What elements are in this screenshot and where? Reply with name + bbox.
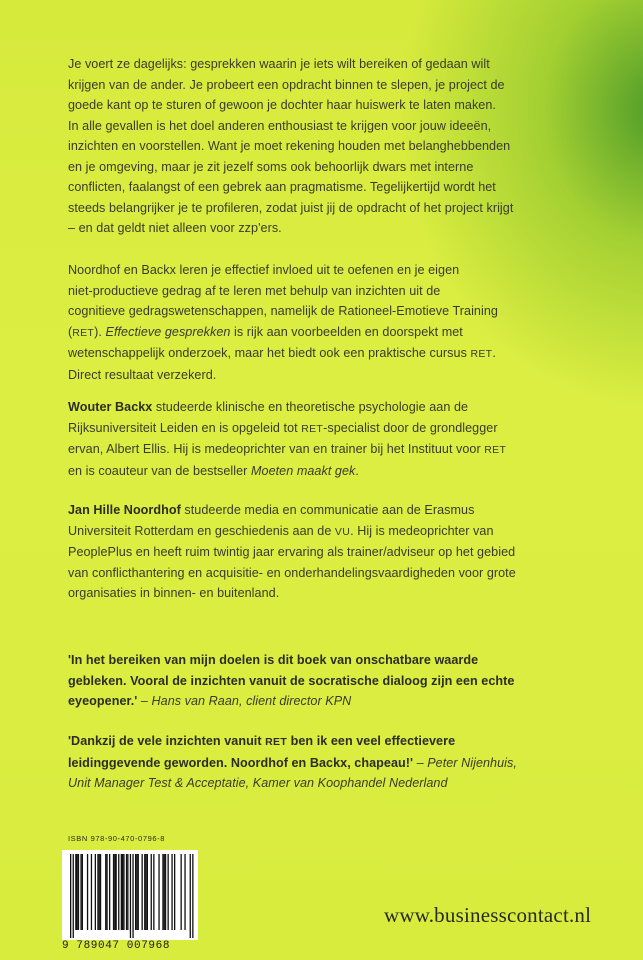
ret-abbreviation: RET <box>470 348 493 360</box>
ret-abbreviation: RET <box>301 422 324 435</box>
text-line: 'In het bereiken van mijn doelen is dit boek van onschatbare waarde <box>68 653 479 667</box>
publisher-website: www.businesscontact.nl <box>384 903 592 927</box>
text-line <box>68 731 608 753</box>
text-fragment: Universiteit Rotterdam en geschiedenis aan de <box>68 523 335 538</box>
text-fragment: . Hij is medeoprichter van <box>350 523 494 538</box>
text-line: cognitieve gedragswetenschappen, namelijk de Rationeel-Emotieve Training <box>68 304 498 318</box>
barcode-bar <box>121 854 122 930</box>
barcode-bar <box>192 854 193 938</box>
barcode-bar <box>190 854 191 938</box>
text-fragment: leidinggevende geworden. Noordhof en Backx, chapeau!' <box>68 755 414 770</box>
barcode-bar <box>70 854 71 938</box>
author-name: Wouter Backx <box>68 400 153 414</box>
barcode-bar <box>127 854 128 930</box>
text-line <box>68 500 608 521</box>
text-line: niet-productieve gedrag af te leren met behulp van inzichten uit de <box>68 283 441 298</box>
barcode-bar <box>80 854 81 930</box>
barcode-bar <box>105 854 106 930</box>
text-fragment: wetenschappelijk onderzoek, maar het biedt ook een praktische cursus <box>68 346 471 360</box>
text-line <box>68 322 608 344</box>
barcode-bar <box>99 854 100 930</box>
author-name: Jan Hille Noordhof <box>68 503 181 517</box>
text-fragment: ). <box>94 324 106 339</box>
barcode-bar <box>138 854 139 930</box>
text-fragment: studeerde klinische en theoretische psychologie aan de <box>152 400 469 414</box>
barcode-bar <box>75 854 76 930</box>
author-bio-backx <box>68 397 608 481</box>
ret-abbreviation: RET <box>484 444 507 456</box>
text-line <box>68 397 608 418</box>
endorsement-quote-kpn <box>68 650 608 712</box>
barcode-bar <box>95 854 96 930</box>
barcode-bar <box>174 854 175 930</box>
text-line: steeds belangrijker je te profileren, zodat juist jij de opdracht of het project krijgt <box>68 200 514 215</box>
barcode-bar <box>118 854 119 930</box>
text-line: In alle gevallen is het doel anderen enthousiast te krijgen voor jouw ideeën, <box>68 118 492 133</box>
barcode-bar <box>147 854 148 930</box>
barcode-bar <box>151 854 152 930</box>
text-line: Noordhof en Backx leren je effectief invloed uit te oefenen en je eigen <box>68 263 460 277</box>
text-line: Je voert ze dagelijks: gesprekken waarin je iets wilt bereiken of gedaan wilt <box>68 57 490 71</box>
barcode-bar <box>130 854 131 938</box>
text-line <box>68 521 608 543</box>
book-title: Moeten maakt gek <box>250 463 356 478</box>
barcode-bar <box>78 854 79 930</box>
barcode-bar <box>158 854 159 930</box>
ret-abbreviation: RET <box>265 736 288 748</box>
barcode-bar <box>77 854 78 930</box>
barcode-bar <box>87 854 88 930</box>
barcode-bar <box>184 854 185 930</box>
barcode-bar <box>73 854 74 938</box>
barcode-bar <box>132 854 133 938</box>
barcode <box>62 850 198 950</box>
text-line: van conflicthantering en acquisitie- en onderhandelingsvaardigheden voor grote <box>68 565 516 580</box>
text-line <box>68 461 608 482</box>
barcode-bar <box>113 854 114 930</box>
endorsement-quote-kvk <box>68 731 608 794</box>
barcode-bar <box>114 854 115 930</box>
quote-attribution: Unit Manager Test & Acceptatie, Kamer van Koophandel Nederland <box>68 776 448 790</box>
barcode-bar <box>122 854 123 930</box>
barcode-bar <box>106 854 107 930</box>
text-line: gebleken. Vooral de inzichten vanuit de socratische dialoog zijn een echte <box>68 673 515 688</box>
barcode-bar <box>109 854 110 930</box>
text-line <box>68 753 608 774</box>
text-line <box>68 691 608 712</box>
text-fragment: -specialist door de grondlegger <box>323 420 498 435</box>
text-fragment: studeerde media en communicatie aan de Erasmus <box>180 503 475 517</box>
quote-attribution: – Peter Nijenhuis, <box>413 755 517 770</box>
barcode-bar <box>153 854 154 930</box>
barcode-bar <box>181 854 182 930</box>
text-fragment: . <box>492 346 496 360</box>
vu-abbreviation: VU <box>334 525 351 538</box>
barcode-bar <box>123 854 124 930</box>
text-fragment: is rijk aan voorbeelden en doorspekt met <box>230 324 463 339</box>
barcode-bar <box>82 854 83 930</box>
text-line: goede kant op te sturen of gewoon je dochter haar huiswerk te laten maken. <box>68 98 496 112</box>
barcode-bar <box>144 854 145 930</box>
text-line: krijgen van de ander. Je probeert een opdracht binnen te slepen, je project de <box>68 77 505 92</box>
quote-attribution: – Hans van Raan, client director KPN <box>137 694 352 708</box>
blurb-paragraph-intro <box>68 54 608 239</box>
barcode-bar <box>145 854 146 930</box>
barcode-bar <box>97 854 98 930</box>
text-line: Direct resultaat verzekerd. <box>68 367 217 382</box>
text-fragment: . <box>355 463 359 478</box>
author-bio-noordhof <box>68 500 608 604</box>
ret-abbreviation: RET <box>72 326 95 339</box>
barcode-bar <box>116 854 117 930</box>
barcode-bar <box>91 854 92 930</box>
barcode-bar <box>135 854 136 930</box>
text-line: conflicten, faalangst of een gebrek aan pragmatisme. Tegelijkertijd wordt het <box>68 180 496 194</box>
book-title: Effectieve gesprekken <box>105 324 231 339</box>
text-line: en je omgeving, maar je zit jezelf soms ook behoorlijk dwars met interne <box>68 159 474 174</box>
barcode-bar <box>142 854 143 930</box>
barcode-bar <box>100 854 101 930</box>
barcode-bar <box>162 854 163 930</box>
barcode-bar <box>164 854 165 930</box>
text-fragment: eyeopener.' <box>68 694 138 708</box>
blurb-paragraph-method <box>68 260 608 385</box>
barcode-digits: 9 789047 007968 <box>62 940 171 952</box>
text-fragment: ben ik een veel effectievere <box>287 734 456 748</box>
text-line <box>68 418 608 440</box>
barcode-bars <box>62 850 198 940</box>
barcode-bar <box>171 854 172 930</box>
barcode-bar <box>126 854 127 930</box>
isbn-label: ISBN 978-90-470-0796-8 <box>68 834 166 843</box>
text-line <box>68 343 608 365</box>
barcode-bar <box>165 854 166 930</box>
text-line <box>68 439 608 461</box>
barcode-bar <box>168 854 169 930</box>
text-fragment: ( <box>68 324 73 339</box>
text-line: PeoplePlus en heeft ruim twintig jaar ervaring als trainer/adviseur op het gebied <box>68 545 516 559</box>
text-line: organisaties in binnen- en buitenland. <box>68 586 280 600</box>
text-line: – en dat geldt niet alleen voor zzp'ers. <box>68 221 282 235</box>
text-fragment: Rijksuniversiteit Leiden en is opgeleid tot <box>68 420 302 435</box>
barcode-bar <box>136 854 137 930</box>
text-fragment: en is coauteur van de bestseller <box>68 463 251 478</box>
text-fragment: ervan, Albert Ellis. Hij is medeoprichter van en trainer bij het Instituut voor <box>68 442 485 456</box>
text-fragment: 'Dankzij de vele inzichten vanuit <box>68 734 266 748</box>
text-line: inzichten en voorstellen. Want je moet rekening houden met belanghebbenden <box>68 139 511 153</box>
